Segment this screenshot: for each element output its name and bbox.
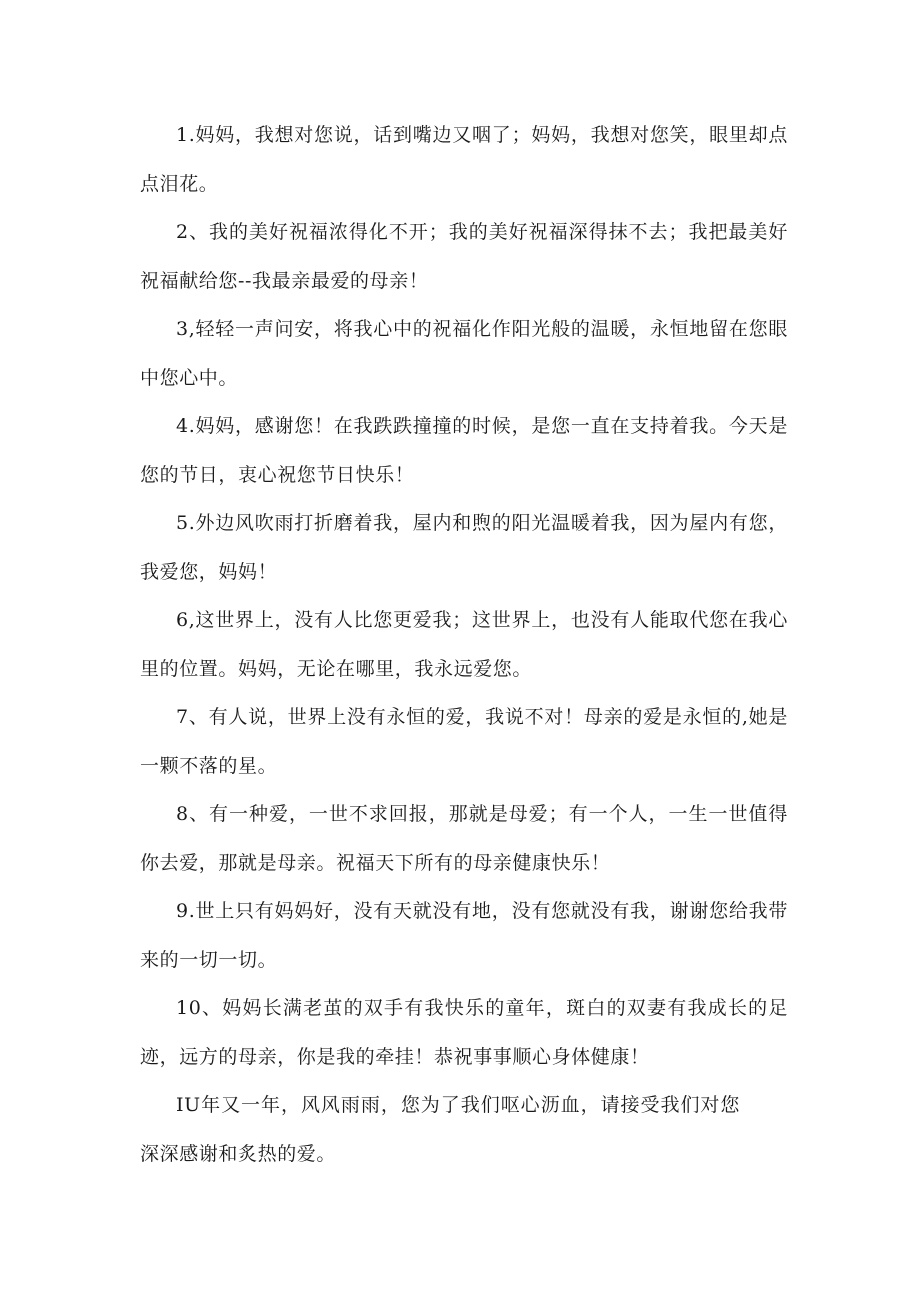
paragraph-6: 6,这世界上，没有人比您更爱我；这世界上，也没有人能取代您在我心里的位置。妈妈，无论在哪里，我永远爱您。: [140, 609, 788, 680]
paragraph-10: 10、妈妈长满老茧的双手有我快乐的童年，斑白的双妻有我成长的足迹，远方的母亲，你是我的牵挂！恭祝事事顺心身体健康！: [140, 997, 788, 1068]
paragraph-2: 2、我的美好祝福浓得化不开；我的美好祝福深得抹不去；我把最美好祝福献给您--我最亲最爱的母亲！: [140, 221, 788, 292]
paragraph-8: 8、有一种爱，一世不求回报，那就是母爱；有一个人，一生一世值得你去爱，那就是母亲。祝福天下所有的母亲健康快乐！: [140, 803, 788, 874]
paragraph-7: 7、有人说，世界上没有永恒的爱，我说不对！母亲的爱是永恒的,她是一颗不落的星。: [140, 706, 788, 777]
paragraph-5: 5.外边风吹雨打折磨着我，屋内和煦的阳光温暖着我，因为屋内有您，我爱您，妈妈！: [140, 512, 788, 583]
document-body: [140, 111, 788, 1178]
paragraph-11: IU年又一年，风风雨雨，您为了我们呕心沥血，请接受我们对您深深感谢和炙热的爱。: [140, 1094, 740, 1165]
paragraph-1: 1.妈妈，我想对您说，话到嘴边又咽了；妈妈，我想对您笑，眼里却点点泪花。: [140, 124, 788, 195]
paragraph-3: 3,轻轻一声问安，将我心中的祝福化作阳光般的温暖，永恒地留在您眼中您心中。: [140, 318, 788, 389]
paragraph-4: 4.妈妈，感谢您！在我跌跌撞撞的时候，是您一直在支持着我。今天是您的节日，衷心祝您节日快乐！: [140, 415, 788, 486]
paragraph-9: 9.世上只有妈妈好，没有天就没有地，没有您就没有我，谢谢您给我带来的一切一切。: [140, 900, 788, 971]
